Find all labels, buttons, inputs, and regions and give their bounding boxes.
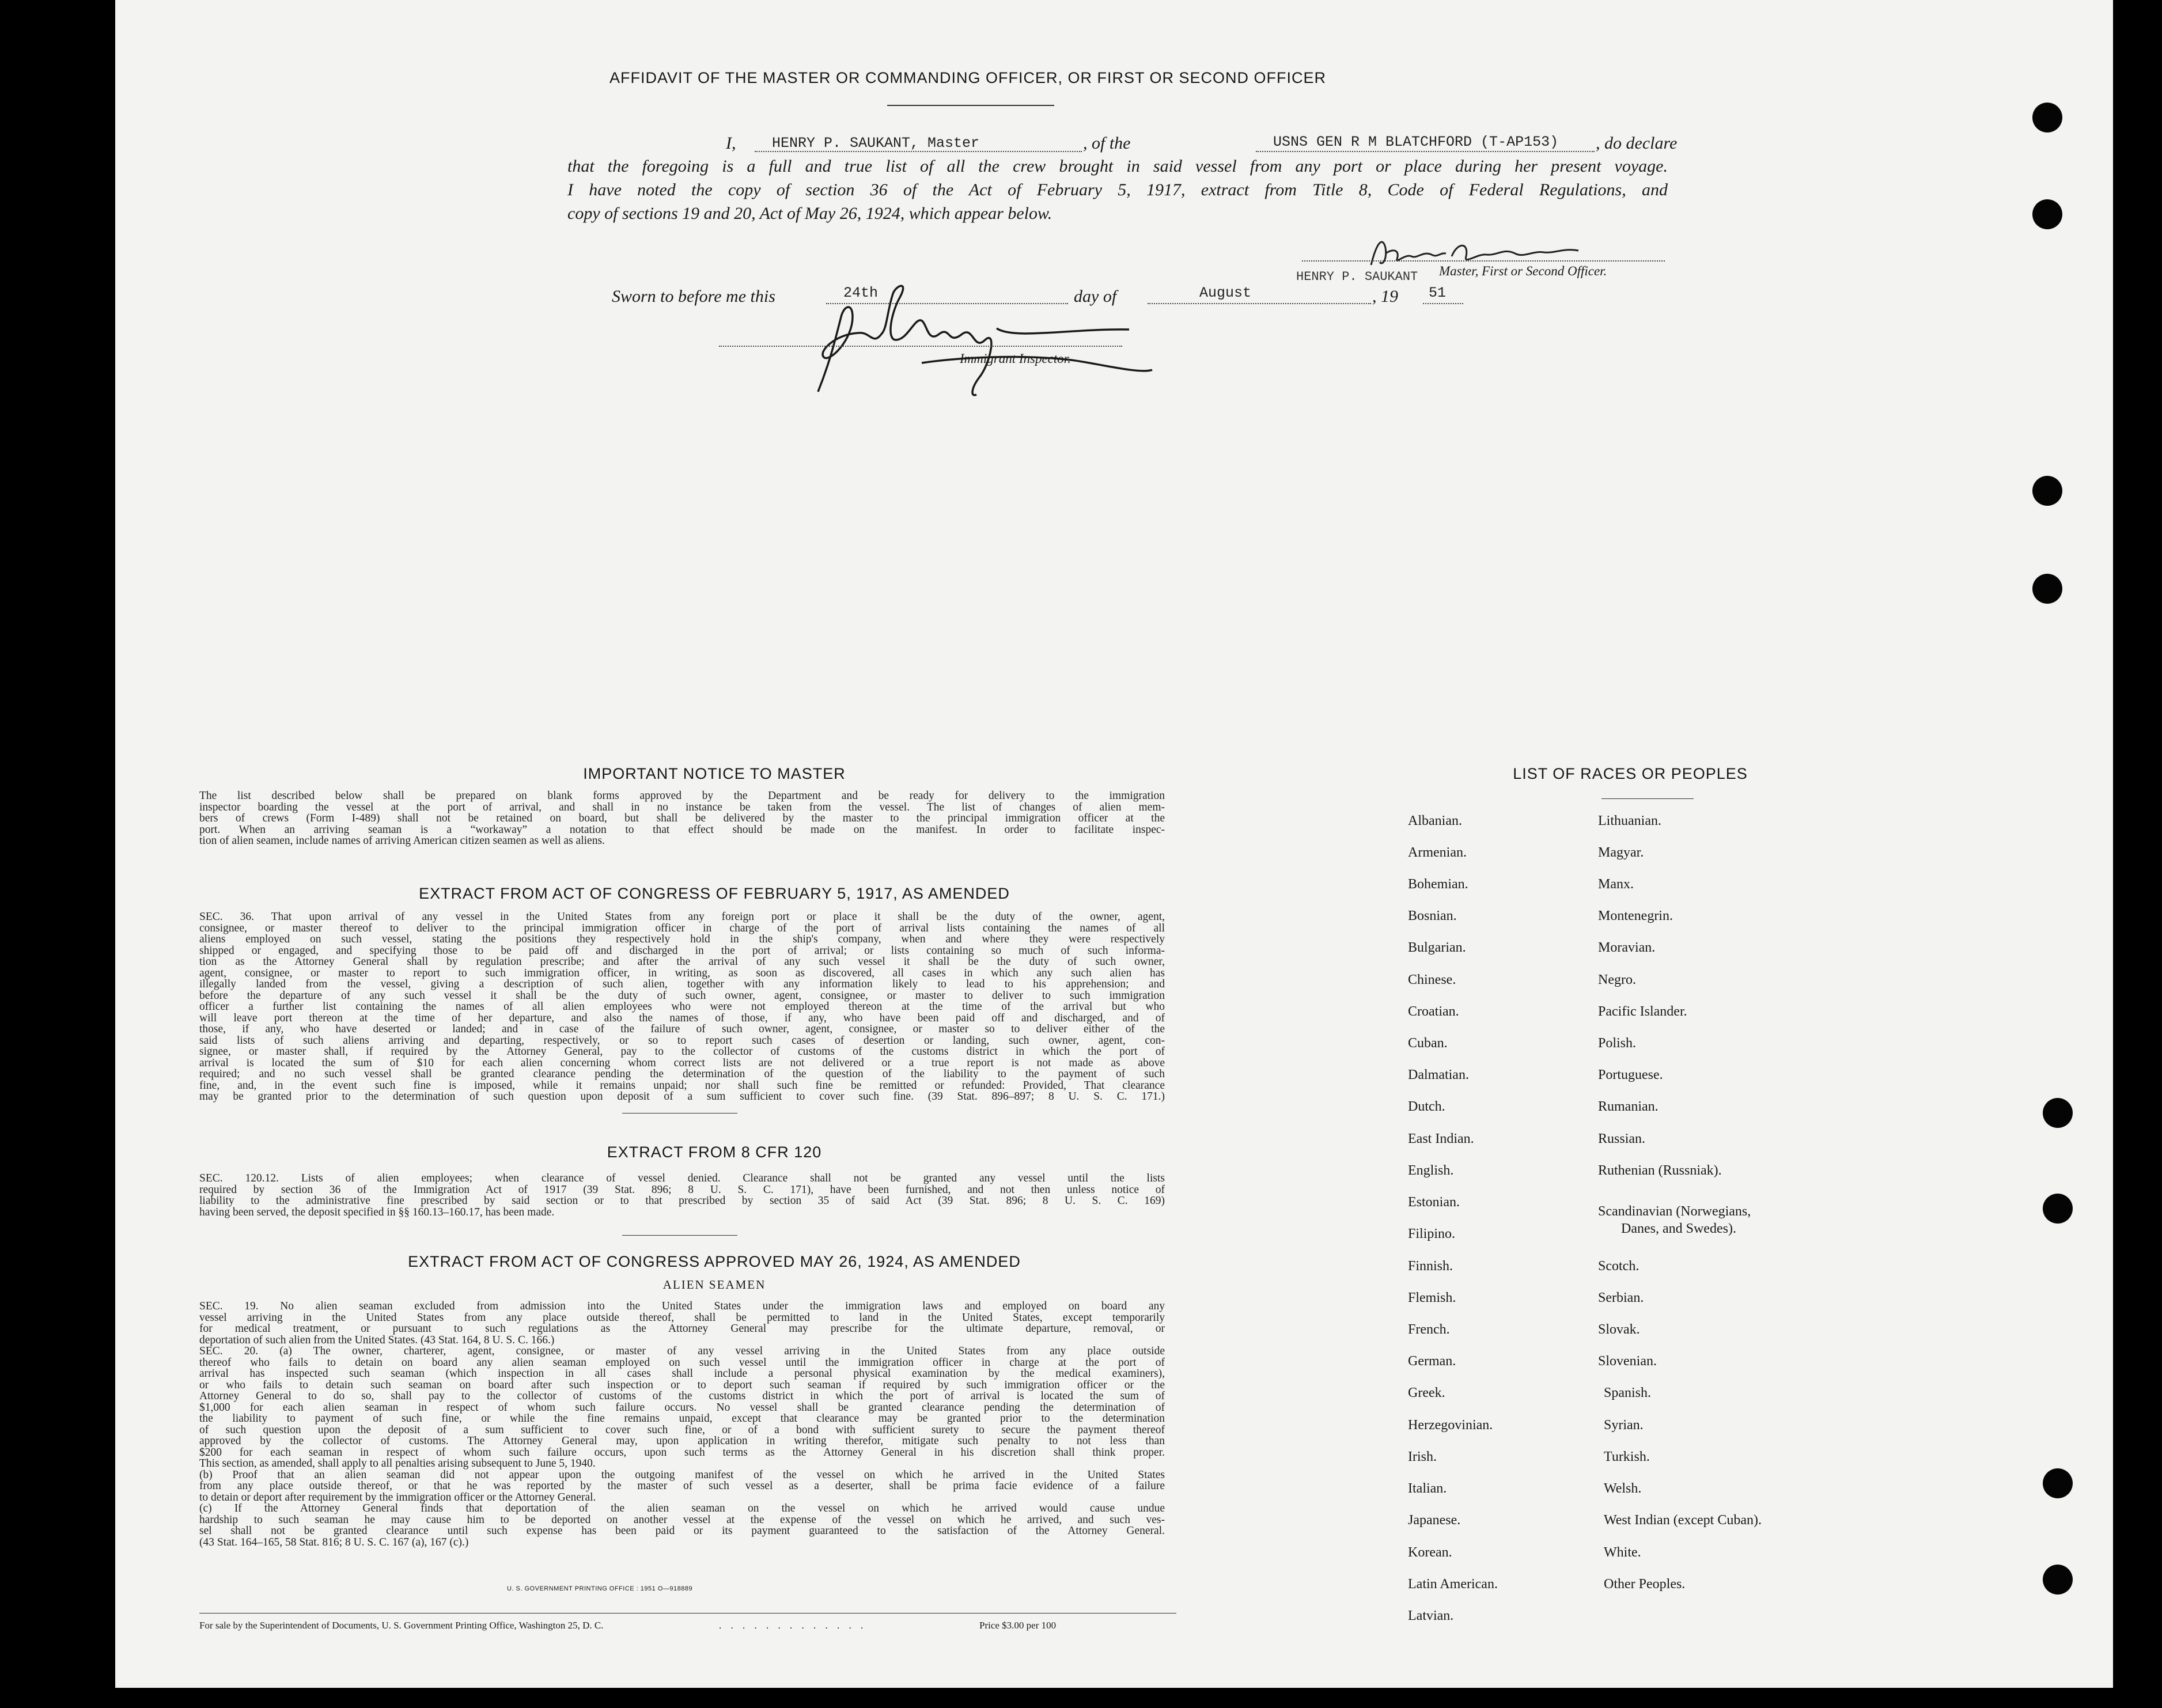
text-line: illegally landed from the vessel, giving a description of such alien, together with any information likely to lead to his apprehension; and [199, 978, 1165, 990]
text-line: liability to the administrative fine prescribed by said section or to that prescribed by section 35 of said Act (39 Stat. 896; 8 U. S. C. 169) [199, 1195, 1165, 1207]
text-line: SEC. 19. No alien seaman excluded from admission into the United States under the immigration laws and employed on board any [199, 1300, 1165, 1312]
footer-right: Price $3.00 per 100 [979, 1620, 1057, 1631]
notice-line: inspector boarding the vessel at the port of arrival, and shall in no instance be taken from the vessel. The list of changes of alien mem- [199, 801, 1165, 813]
race-item: Filipino. [1408, 1226, 1456, 1241]
document-page [115, 0, 2113, 1688]
text-line: for medical treatment, or pursuant to such regulations as the Attorney General may prescribe for the ultimate departure, removal, or [199, 1323, 1165, 1335]
punch-hole [2043, 1565, 2073, 1595]
affidavit-line-2: that the foregoing is a full and true list of all the crew brought in said vessel from any port or place during her present voyage. [567, 157, 1668, 176]
race-item: Scotch. [1598, 1259, 1640, 1274]
vessel-name: USNS GEN R M BLATCHFORD (T-AP153) [1273, 134, 1559, 150]
text-line: before the departure of any such vessel it shall be the duty of such owner, agent, consignee, or master to deliver to such immigration [199, 989, 1165, 1002]
text-line: from any place outside thereof, or that he was reported by the master of such vessel as a deserter, shall be prima facie evidence of a failure [199, 1480, 1165, 1492]
text-line: arrival has inspected such seaman (which inspection in all cases shall include a personal physical examination by the medical examiners), [199, 1368, 1165, 1380]
extract-1924-title: EXTRACT FROM ACT OF CONGRESS APPROVED MAY 26, 1924, AS AMENDED [408, 1253, 1021, 1270]
race-item: German. [1408, 1354, 1456, 1369]
race-item: Dutch. [1408, 1099, 1445, 1114]
text-line: to detain or deport after requirement by the immigration officer or the Attorney General. [199, 1491, 596, 1504]
text-line: or who fails to detain such seaman on board after such inspection or to deport such seaman if required by such immigration officer or the [199, 1378, 1165, 1391]
title-underline [887, 105, 1054, 106]
race-item: Serbian. [1598, 1290, 1644, 1305]
text-line: thereof who fails to detain on board any alien seaman employed on such vessel until the immigration officer in charge at the port of [199, 1356, 1165, 1369]
notice-line: tion of alien seamen, include names of arriving American citizen seamen as well as aliens. [199, 835, 605, 847]
punch-hole [2032, 103, 2062, 132]
sworn-year-line [1423, 303, 1463, 304]
text-line: of such question upon the deposit of a sum sufficient to cover such fine, or of a bond with sufficient surety to secure the payment thereof [199, 1423, 1165, 1436]
race-item: Manx. [1598, 877, 1634, 892]
race-item: Russian. [1598, 1131, 1646, 1146]
text-line: officer a further list containing the names of all alien employees who were not employed thereon at the time of the arrival but who [199, 1001, 1165, 1013]
race-item: Polish. [1598, 1036, 1637, 1051]
year-prefix: , 19 [1372, 287, 1398, 306]
section-divider [622, 1235, 737, 1236]
race-item: Korean. [1408, 1545, 1452, 1560]
text-line: vessel arriving in the United States from any place outside thereof, shall be permitted to land in the United States, except temporarily [199, 1311, 1165, 1324]
sworn-prefix: Sworn to before me this [612, 287, 775, 306]
text-line: the liability to payment of such fine, or while the fine remains unpaid, except that clearance may be granted prior to the determination [199, 1412, 1165, 1425]
race-item: Japanese. [1408, 1513, 1461, 1528]
notice-title: IMPORTANT NOTICE TO MASTER [583, 765, 846, 782]
text-line: aliens employed on such vessel, stating the positions they respectively hold in the ship's company, when and where they were respectively [199, 933, 1165, 945]
affidavit-line-4: copy of sections 19 and 20, Act of May 26, 1924, which appear below. [567, 204, 1052, 223]
race-item: English. [1408, 1163, 1454, 1178]
text-line: This section, as amended, shall apply to all penalties arising subsequent to June 5, 1940. [199, 1457, 596, 1470]
race-item: Lithuanian. [1598, 813, 1661, 828]
race-item: Estonian. [1408, 1195, 1460, 1210]
vessel-name-line [1256, 151, 1595, 152]
text-line: those, if any, who have deserted or landed; and in case of the failure of such owner, agent, consignee, or master so to deliver either of the [199, 1023, 1165, 1035]
master-signature-line [1302, 260, 1665, 262]
race-item: Rumanian. [1598, 1099, 1659, 1114]
race-item: Scandinavian (Norwegians, [1598, 1204, 1751, 1219]
text-line: shipped or engaged, and specifying those to be paid off and discharged in the port of arrival; or lists containing so much of such informa- [199, 944, 1165, 957]
text-line: approved by the collector of customs. The Attorney General may, upon application in writing therefor, mitigate such penalty to not less than [199, 1435, 1165, 1447]
text-line: $200 for each seaman in respect of whom such failure occurs, upon such terms as the Attorney General in his discretion shall think proper. [199, 1446, 1165, 1459]
of-the-text: , of the [1083, 134, 1131, 153]
text-line: required; and no such vessel shall be granted clearance pending the determination of the question of the liability to the payment of such [199, 1068, 1165, 1080]
race-item: Latin American. [1408, 1577, 1498, 1592]
race-item: Armenian. [1408, 845, 1467, 860]
extract-cfr-title: EXTRACT FROM 8 CFR 120 [607, 1143, 822, 1161]
sworn-day: 24th [843, 285, 879, 301]
text-line: will leave port thereon at the time of her departure, and also the names of those, if any, who have been paid off and discharged, and of [199, 1012, 1165, 1024]
race-item: Dalmatian. [1408, 1067, 1469, 1082]
race-item: Flemish. [1408, 1290, 1456, 1305]
text-line: deportation of such alien from the United States. (43 Stat. 164, 8 U. S. C. 166.) [199, 1334, 555, 1346]
text-line: SEC. 120.12. Lists of alien employees; when clearance of vessel denied. Clearance shall not be granted any vessel until the lists [199, 1172, 1165, 1184]
race-item: Bosnian. [1408, 908, 1457, 923]
extract-1924-subtitle: ALIEN SEAMEN [662, 1278, 766, 1292]
extract-1924-text [199, 1301, 1165, 1548]
race-item: Slovenian. [1598, 1354, 1657, 1369]
race-item: Croatian. [1408, 1004, 1459, 1019]
extract-1917-title: EXTRACT FROM ACT OF CONGRESS OF FEBRUARY 5, 1917, AS AMENDED [419, 885, 1010, 902]
text-line: SEC. 20. (a) The owner, charterer, agent, consignee, or master of any vessel arriving in the United States from any place outside [199, 1345, 1165, 1357]
master-printed-name: HENRY P. SAUKANT [1296, 270, 1418, 284]
text-line: tion as the Attorney General shall by regulation prescribe; and after the arrival of any such vessel it shall be the duty of such owner, [199, 956, 1165, 968]
extract-1917-text [199, 911, 1165, 1103]
races-left-column [1408, 813, 1627, 1623]
affidavit-title: AFFIDAVIT OF THE MASTER OR COMMANDING OFFICER, OR FIRST OR SECOND OFFICER [609, 69, 1327, 86]
inspector-signature [772, 277, 1187, 403]
notice-line: The list described below shall be prepared on blank forms approved by the Department and be ready for delivery to the immigration [199, 790, 1165, 802]
race-item: Other Peoples. [1604, 1577, 1686, 1592]
text-line: (b) Proof that an alien seaman did not appear upon the outgoing manifest of the vessel on which he arrived in the United States [199, 1468, 1165, 1481]
inspector-caption: Immigrant Inspector. [960, 351, 1071, 366]
footer-dots: . . . . . . . . . . . . . [719, 1620, 867, 1631]
punch-hole [2032, 476, 2062, 506]
text-line: sel shall not be granted clearance until such expense has been paid or its payment guaranteed to the satisfaction of the Attorney General. [199, 1525, 1165, 1537]
race-item: Moravian. [1598, 940, 1656, 955]
race-item: Herzegovinian. [1408, 1418, 1493, 1433]
race-item: West Indian (except Cuban). [1604, 1513, 1762, 1528]
text-line: fine, and, in the event such fine is imposed, while it remains unpaid; nor shall such fine be remitted or refunded: Provided, That clearance [199, 1079, 1165, 1092]
inspector-signature-line [719, 346, 1122, 347]
text-line: said lists of such aliens arriving and departing, respectively, or so to report such cases of desertion or landing, such owner, agent, con- [199, 1034, 1165, 1047]
text-line: required by section 36 of the Immigration Act of 1917 (39 Stat. 896; 8 U. S. C. 171), have been furnished, and not then unless notice of [199, 1183, 1165, 1196]
race-item: White. [1604, 1545, 1641, 1560]
text-line: may be granted prior to the determination of such question upon deposit of a sum sufficient to cover such fine. (39 Stat. 896–897; 8 U. S. C. 171.) [199, 1090, 1165, 1103]
race-item: Syrian. [1604, 1418, 1644, 1433]
day-of-text: day of [1074, 287, 1117, 306]
text-line: $1,000 for each alien seaman in respect of whom such failure occurs. No vessel shall be granted clearance pending the determination of [199, 1401, 1165, 1414]
race-item: Slovak. [1598, 1322, 1640, 1337]
printing-office-imprint: U. S. GOVERNMENT PRINTING OFFICE : 1951 O—918889 [507, 1585, 693, 1592]
footer-left: For sale by the Superintendent of Documents, U. S. Government Printing Office, Washington 25, D. C. [199, 1620, 604, 1631]
notice-text [199, 790, 1165, 847]
i-word: I, [726, 134, 736, 153]
race-item: Albanian. [1408, 813, 1462, 828]
race-item: Finnish. [1408, 1259, 1453, 1274]
race-item: Pacific Islander. [1598, 1004, 1687, 1019]
notice-line: bers of crews (Form I-489) shall not be retained on board, but shall be delivered by the master to the principal immigration officer at the [199, 812, 1165, 824]
race-item: Turkish. [1604, 1449, 1650, 1464]
race-item: Negro. [1598, 972, 1636, 987]
race-item: Irish. [1408, 1449, 1437, 1464]
sworn-year: 51 [1429, 285, 1447, 301]
race-item: Ruthenian (Russniak). [1598, 1163, 1722, 1178]
race-item: Montenegrin. [1598, 908, 1673, 923]
race-item: Cuban. [1408, 1036, 1448, 1051]
punch-hole [2032, 574, 2062, 604]
footer-rule [199, 1613, 1176, 1614]
sworn-month: August [1199, 285, 1252, 301]
text-line: SEC. 36. That upon arrival of any vessel in the United States from any foreign port or place it shall be the duty of the owner, agent, [199, 911, 1165, 923]
text-line: agent, consignee, or master to report to such immigration officer, in writing, as soon as discovered, all cases in which any such alien has [199, 967, 1165, 979]
master-role-caption: Master, First or Second Officer. [1439, 264, 1607, 278]
race-item: Latvian. [1408, 1608, 1454, 1623]
race-item: Spanish. [1604, 1385, 1652, 1400]
race-item: Greek. [1408, 1385, 1445, 1400]
race-item: Portuguese. [1598, 1067, 1663, 1082]
text-line: (43 Stat. 164–165, 58 Stat. 816; 8 U. S. C. 167 (a), 167 (c).) [199, 1536, 469, 1548]
affidavit-line-3: I have noted the copy of section 36 of the Act of February 5, 1917, extract from Title 8, Code of Federal Regulations, and [567, 180, 1668, 199]
race-item: Magyar. [1598, 845, 1644, 860]
text-line: signee, or master shall, if required by the Attorney General, pay to the collector of customs of the customs district in which the port of [199, 1046, 1165, 1058]
text-line: arrival is located the sum of $10 for each alien concerning whom correct lists are not delivered or a true report is not made as above [199, 1056, 1165, 1069]
text-line: consignee, or master thereof to deliver to the principal immigration officer in charge of the port of arrival lists containing the names of all [199, 922, 1165, 934]
master-name: HENRY P. SAUKANT, Master [772, 135, 980, 152]
race-item: Welsh. [1604, 1481, 1642, 1496]
text-line: Attorney General to do so, shall pay to the collector of customs of the customs district in which the port of arrival is located the sum of [199, 1390, 1165, 1402]
race-item: Bulgarian. [1408, 940, 1466, 955]
text-line: (c) If the Attorney General finds that deportation of the alien seaman on the vessel on which he arrived would cause undue [199, 1502, 1165, 1514]
punch-hole [2032, 199, 2062, 229]
punch-hole [2043, 1194, 2073, 1224]
punch-hole [2043, 1098, 2073, 1128]
notice-line: port. When an arriving seaman is a “workaway” a notation to that effect should be made on the manifest. In order to facilitate inspec- [199, 823, 1165, 836]
race-item: French. [1408, 1322, 1450, 1337]
races-title: LIST OF RACES OR PEOPLES [1513, 765, 1748, 782]
affidavit-line-1 [605, 134, 1709, 157]
race-item: Chinese. [1408, 972, 1456, 987]
text-line: having been served, the deposit specified in §§ 160.13–160.17, has been made. [199, 1206, 555, 1218]
race-item: Italian. [1408, 1481, 1447, 1496]
punch-hole [2043, 1468, 2073, 1498]
race-item: Bohemian. [1408, 877, 1468, 892]
section-divider [622, 1113, 737, 1114]
race-item: East Indian. [1408, 1131, 1474, 1146]
text-line: hardship to such seaman he may cause him to be deported on another vessel at the expense of the vessel on which he arrived, and such ves- [199, 1513, 1165, 1526]
race-item: Danes, and Swedes). [1621, 1221, 1736, 1236]
do-declare-text: , do declare [1596, 134, 1678, 153]
races-title-underline [1601, 798, 1694, 799]
master-name-line [755, 151, 1082, 152]
extract-cfr-text [199, 1173, 1165, 1218]
races-right-column [1598, 813, 1955, 1620]
